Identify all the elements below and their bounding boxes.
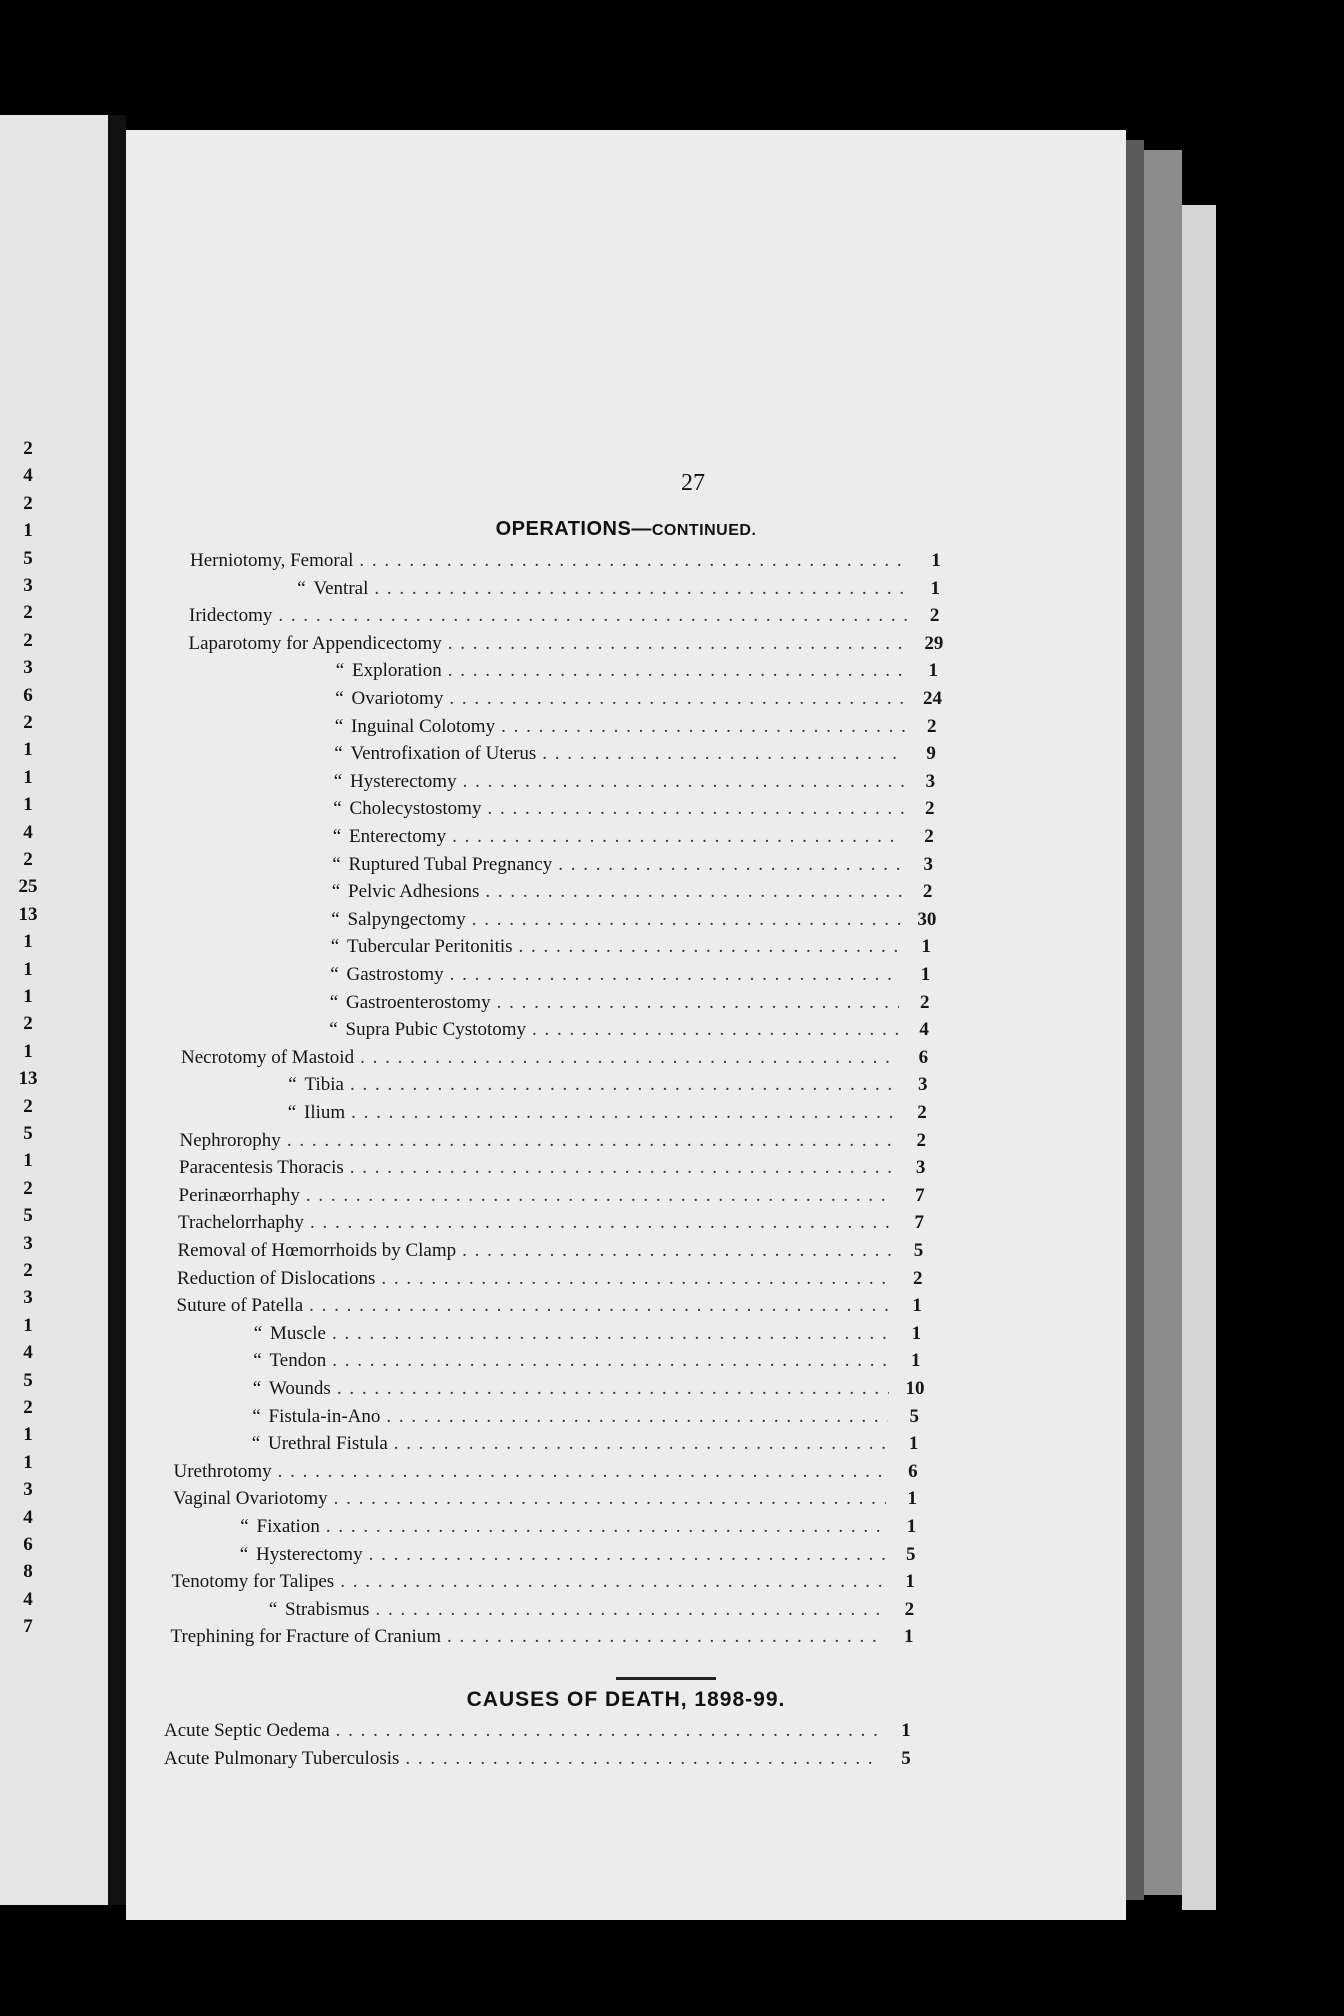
list-item (325, 826, 949, 854)
list-item (246, 1350, 936, 1378)
entry-count: 1 (912, 1295, 922, 1317)
list-item (281, 1074, 943, 1102)
entry-name (181, 1047, 354, 1069)
dot-leader (360, 1047, 897, 1069)
dot-leader (452, 826, 903, 848)
dot-leader (310, 1212, 893, 1234)
entry-name (328, 660, 442, 682)
dot-leader (350, 1074, 897, 1096)
entry-label: Necrotomy of Mastoid (181, 1046, 355, 1068)
dot-leader (336, 1720, 880, 1742)
entry-count: 5 (906, 1543, 916, 1565)
entry-label: Acute Septic Oedema (164, 1720, 330, 1741)
dot-leader (334, 1488, 887, 1510)
left-page-number: 5 (23, 1205, 33, 1227)
operations-heading-main: OPERATIONS— (495, 518, 652, 540)
entry-count: 2 (913, 1267, 923, 1289)
left-page-number: 13 (18, 903, 38, 925)
list-item (190, 550, 956, 578)
entry-label: Fixation (256, 1516, 320, 1537)
list-item (261, 1599, 929, 1627)
left-page-number: 1 (23, 986, 33, 1007)
dot-leader (450, 964, 900, 986)
ditto-mark: “ (287, 1102, 297, 1123)
entry-name (324, 881, 479, 903)
entry-name (245, 1378, 331, 1400)
entry-label: Supra Pubic Cystotomy (345, 1019, 527, 1041)
ditto-mark: “ (268, 1598, 278, 1620)
dot-leader (369, 1544, 885, 1566)
entry-name (232, 1544, 363, 1566)
list-item (232, 1544, 931, 1572)
entry-count: 7 (914, 1212, 924, 1234)
entry-name (324, 909, 466, 931)
entry-label: Removal of Hœmorrhoids by Clamp (177, 1240, 457, 1261)
left-page-number: 6 (23, 1534, 33, 1555)
left-page-number: 2 (23, 1095, 33, 1117)
left-page-number: 8 (23, 1561, 33, 1583)
entry-count: 2 (922, 881, 933, 903)
left-page-number: 1 (23, 520, 33, 542)
entry-count: 1 (930, 577, 941, 599)
ditto-mark: “ (334, 743, 343, 765)
entry-count: 29 (924, 632, 944, 654)
list-item (189, 605, 955, 633)
entry-label: Reduction of Dislocations (177, 1267, 376, 1289)
dot-leader (449, 688, 906, 710)
entry-count: 3 (917, 1074, 928, 1096)
left-page-number: 1 (23, 958, 33, 980)
ditto-mark: “ (333, 770, 343, 792)
causes-of-death-heading: CAUSES OF DEATH, 1898-99. (466, 1688, 786, 1711)
dot-leader (448, 660, 907, 682)
entry-count: 2 (917, 1102, 927, 1123)
left-page-number: 1 (23, 1040, 33, 1062)
entry-label: Enterectomy (349, 826, 447, 847)
ditto-mark: “ (334, 715, 344, 737)
list-item (174, 1461, 933, 1489)
list-item (323, 936, 946, 964)
left-page-number: 4 (23, 1506, 33, 1528)
list-item (327, 743, 952, 771)
entry-name (326, 771, 457, 793)
list-item (326, 798, 950, 826)
dot-leader (462, 1240, 892, 1262)
list-item (178, 1240, 939, 1268)
dot-leader (278, 605, 908, 627)
entry-name (189, 605, 272, 627)
entry-count: 9 (926, 743, 936, 765)
entry-label: Trephining for Fracture of Cranium (170, 1626, 442, 1648)
dot-leader (501, 716, 906, 738)
entry-name (173, 1488, 328, 1510)
dot-leader (381, 1268, 891, 1290)
entry-label: Wounds (269, 1378, 331, 1399)
entry-name (323, 936, 513, 958)
entry-name (290, 578, 369, 600)
list-item (178, 1212, 939, 1240)
entry-count: 3 (915, 1157, 926, 1179)
ditto-mark: “ (239, 1543, 249, 1565)
dot-leader (394, 1433, 888, 1455)
ditto-mark: “ (335, 688, 344, 709)
left-page-number: 5 (23, 1123, 33, 1144)
dot-leader (287, 1130, 895, 1152)
left-page-number: 3 (23, 1287, 33, 1309)
entry-label: Nephrorophy (179, 1129, 281, 1151)
entry-name (179, 1185, 300, 1207)
dot-leader (386, 1406, 888, 1428)
entry-name (178, 1240, 457, 1262)
left-page-number: 1 (23, 931, 33, 953)
entry-label: Tenotomy for Talipes (171, 1571, 335, 1593)
ditto-mark: “ (330, 964, 339, 985)
entry-label: Gastrostomy (346, 964, 444, 985)
left-page-number: 1 (23, 794, 33, 816)
entry-count: 2 (920, 991, 930, 1013)
left-page-number: 2 (23, 1397, 33, 1418)
entry-count: 30 (917, 908, 937, 930)
list-item (177, 1295, 938, 1323)
left-page-number: 2 (23, 602, 33, 624)
dot-leader (472, 909, 901, 931)
entry-count: 1 (931, 550, 941, 571)
ditto-mark: “ (288, 1074, 297, 1096)
book-gutter (108, 115, 126, 1905)
entry-name (280, 1102, 345, 1124)
list-item (246, 1323, 936, 1351)
ditto-mark: “ (329, 1019, 338, 1041)
list-item (164, 1748, 926, 1776)
dot-leader (340, 1571, 884, 1593)
entry-name (180, 1130, 281, 1152)
entry-name (327, 716, 495, 738)
dot-leader (405, 1748, 880, 1770)
list-item (324, 881, 948, 909)
entry-name (164, 1748, 399, 1770)
list-item (327, 716, 952, 744)
entry-label: Gastroenterostomy (346, 991, 491, 1013)
left-page-number: 3 (23, 575, 33, 596)
left-page-number: 6 (23, 684, 33, 706)
entry-count: 1 (903, 1626, 914, 1648)
ditto-mark: “ (253, 1322, 263, 1344)
entry-label: Inguinal Colotomy (351, 715, 496, 737)
entry-label: Suture of Patella (176, 1295, 304, 1317)
left-page-number: 1 (23, 1451, 33, 1473)
list-item (325, 854, 949, 882)
entry-label: Paracentesis Thoracis (179, 1157, 344, 1179)
entry-count: 3 (925, 770, 936, 792)
left-page-number: 7 (23, 1616, 33, 1638)
entry-label: Muscle (270, 1322, 326, 1344)
entry-label: Cholecystostomy (349, 798, 482, 820)
dot-leader (375, 1599, 883, 1621)
entry-label: Tubercular Peritonitis (347, 936, 513, 958)
dot-leader (326, 1516, 886, 1538)
entry-name (323, 964, 444, 986)
list-item (322, 992, 945, 1020)
list-item (189, 633, 954, 661)
ditto-mark: “ (329, 991, 339, 1013)
list-item (244, 1433, 934, 1461)
dot-leader (558, 854, 902, 876)
left-page-number: 3 (23, 1232, 33, 1254)
list-item (245, 1378, 935, 1406)
entry-count: 5 (913, 1240, 924, 1261)
entry-count: 10 (905, 1378, 925, 1399)
list-item (179, 1185, 940, 1213)
entry-label: Perinæorrhaphy (178, 1184, 300, 1206)
entry-label: Salpyngectomy (347, 908, 466, 930)
left-page-number: 3 (23, 657, 33, 679)
list-item (171, 1626, 929, 1654)
entry-count: 7 (915, 1184, 925, 1206)
dot-leader (351, 1102, 896, 1124)
entry-name (281, 1074, 344, 1096)
left-page-number: 4 (23, 1342, 33, 1364)
entry-label: Herniotomy, Femoral (190, 550, 354, 571)
entry-label: Tibia (304, 1074, 344, 1096)
left-page-number: 5 (23, 1369, 33, 1391)
ditto-mark: “ (240, 1516, 249, 1537)
entry-count: 5 (901, 1748, 911, 1769)
section-divider (616, 1677, 716, 1680)
entry-label: Laparotomy for Appendicectomy (188, 632, 442, 654)
entry-count: 3 (923, 853, 934, 875)
entry-count: 1 (911, 1322, 922, 1344)
entry-label: Strabismus (285, 1598, 370, 1620)
list-item (326, 771, 950, 799)
left-page-number: 4 (23, 465, 33, 487)
entry-label: Ventrofixation of Uterus (350, 743, 537, 765)
entry-name (261, 1599, 369, 1621)
dot-leader (542, 743, 905, 765)
dot-leader (487, 798, 903, 820)
left-page-number: 2 (23, 1177, 33, 1199)
entry-label: Exploration (352, 660, 442, 682)
ditto-mark: “ (297, 577, 306, 599)
entry-label: Urethrotomy (173, 1460, 272, 1482)
entry-label: Pelvic Adhesions (348, 881, 480, 903)
list-item (233, 1516, 932, 1544)
entry-name (179, 1157, 344, 1179)
operations-heading (126, 518, 1126, 541)
entry-count: 6 (918, 1046, 929, 1068)
entry-label: Ilium (304, 1102, 346, 1123)
entry-name (322, 1019, 527, 1041)
dot-leader (485, 881, 901, 903)
list-item (180, 1130, 942, 1158)
left-page-number: 13 (18, 1068, 38, 1090)
entry-name (177, 1268, 375, 1290)
ditto-mark: “ (333, 798, 342, 820)
left-page-number: 3 (23, 1479, 33, 1501)
entry-name (178, 1212, 304, 1234)
list-item (280, 1102, 942, 1130)
list-item (177, 1268, 938, 1296)
left-page-number: 1 (23, 1150, 33, 1172)
list-item (172, 1571, 931, 1599)
entry-label: Urethral Fistula (268, 1433, 388, 1455)
entry-name (328, 688, 444, 710)
entry-name (246, 1323, 326, 1345)
entry-count: 1 (905, 1571, 915, 1593)
ditto-mark: “ (331, 881, 341, 903)
dot-leader (309, 1295, 891, 1317)
entry-name (322, 992, 491, 1014)
entry-name (325, 826, 446, 848)
dot-leader (332, 1323, 890, 1345)
entry-count: 1 (908, 1433, 919, 1455)
entry-count: 1 (920, 964, 931, 985)
entry-label: Fistula-in-Ano (268, 1405, 381, 1427)
left-page-number: 1 (23, 1424, 33, 1446)
list-item (181, 1047, 943, 1075)
ditto-mark: “ (252, 1378, 262, 1399)
entry-name (174, 1461, 272, 1483)
entry-label: Ventral (313, 577, 369, 599)
list-item (290, 578, 956, 606)
entry-name (172, 1571, 335, 1593)
ditto-mark: “ (332, 826, 342, 847)
entry-label: Tendon (269, 1350, 327, 1372)
left-page-number: 25 (18, 876, 38, 898)
list-item (173, 1488, 932, 1516)
ditto-mark: “ (330, 936, 340, 958)
dot-leader (359, 550, 910, 572)
entry-label: Hysterectomy (256, 1543, 363, 1565)
entry-count: 2 (924, 798, 935, 820)
dot-leader (447, 1626, 883, 1648)
entry-name (327, 743, 537, 765)
entry-count: 2 (924, 826, 934, 847)
dot-leader (306, 1185, 894, 1207)
book-page-stack (1182, 205, 1216, 1910)
operations-heading-sub: CONTINUED. (651, 522, 757, 539)
left-page-number: 2 (23, 492, 33, 514)
entry-label: Vaginal Ovariotomy (173, 1488, 328, 1510)
entry-count: 1 (907, 1488, 917, 1510)
entry-name (246, 1350, 327, 1372)
entry-label: Hysterectomy (350, 770, 457, 792)
entry-name (171, 1626, 442, 1648)
document-page (126, 130, 1126, 1920)
left-page-number: 2 (23, 712, 33, 733)
list-item (323, 964, 946, 992)
entry-name (244, 1433, 388, 1455)
ditto-mark: “ (335, 660, 345, 682)
left-page-number: 2 (23, 629, 33, 651)
entry-label: Iridectomy (189, 605, 273, 627)
entry-count: 2 (904, 1598, 915, 1620)
list-item (322, 1019, 945, 1047)
entry-name (164, 1720, 330, 1742)
book-spine-edge (1126, 140, 1144, 1900)
entry-count: 1 (910, 1350, 921, 1372)
entry-label: Ovariotomy (351, 688, 444, 709)
left-page-number: 4 (23, 821, 33, 843)
dot-leader (519, 936, 901, 958)
entry-count: 24 (923, 688, 942, 709)
ditto-mark: “ (253, 1350, 262, 1372)
entry-label: Trachelorrhaphy (178, 1212, 304, 1234)
left-page-number: 1 (23, 1314, 33, 1336)
entry-count: 2 (927, 715, 937, 737)
entry-label: Acute Pulmonary Tuberculosis (164, 1748, 400, 1769)
dot-leader (350, 1157, 895, 1179)
list-item (245, 1406, 935, 1434)
dot-leader (448, 633, 908, 655)
ditto-mark: “ (252, 1405, 261, 1427)
entry-count: 4 (919, 1019, 929, 1041)
left-page-number: 1 (23, 739, 33, 761)
entry-count: 5 (909, 1405, 920, 1427)
page-number: 27 (681, 470, 705, 496)
book-cover-edge (1144, 150, 1182, 1895)
entry-count: 1 (906, 1516, 917, 1537)
left-page-number: 1 (23, 766, 33, 788)
dot-leader (497, 992, 899, 1014)
list-item (328, 688, 953, 716)
left-page-number: 5 (23, 547, 33, 569)
left-page-number: 4 (23, 1588, 33, 1610)
dot-leader (463, 771, 905, 793)
ditto-mark: “ (331, 908, 340, 930)
entry-name (233, 1516, 320, 1538)
list-item (328, 660, 953, 688)
entry-label: Ruptured Tubal Pregnancy (348, 853, 553, 875)
dot-leader (532, 1019, 898, 1041)
left-page-number: 2 (23, 849, 33, 870)
dot-leader (332, 1350, 889, 1372)
entry-name (190, 550, 353, 572)
entry-name (189, 633, 442, 655)
entry-count: 6 (908, 1460, 918, 1482)
dot-leader (278, 1461, 887, 1483)
list-item (179, 1157, 941, 1185)
ditto-mark: “ (251, 1433, 261, 1455)
list-item (164, 1720, 926, 1748)
ditto-mark: “ (332, 853, 341, 875)
entry-count: 1 (901, 1720, 911, 1741)
entry-name (177, 1295, 304, 1317)
dot-leader (337, 1378, 889, 1400)
left-page-number: 2 (23, 1013, 33, 1035)
dot-leader (374, 578, 909, 600)
entry-count: 1 (921, 936, 931, 958)
left-page-number: 2 (23, 438, 33, 459)
left-page-number: 2 (23, 1260, 33, 1281)
entry-name (326, 798, 482, 820)
entry-count: 2 (916, 1129, 927, 1151)
entry-count: 1 (928, 660, 938, 682)
entry-count: 2 (929, 605, 940, 627)
list-item (324, 909, 947, 937)
entry-name (245, 1406, 381, 1428)
entry-name (325, 854, 553, 876)
